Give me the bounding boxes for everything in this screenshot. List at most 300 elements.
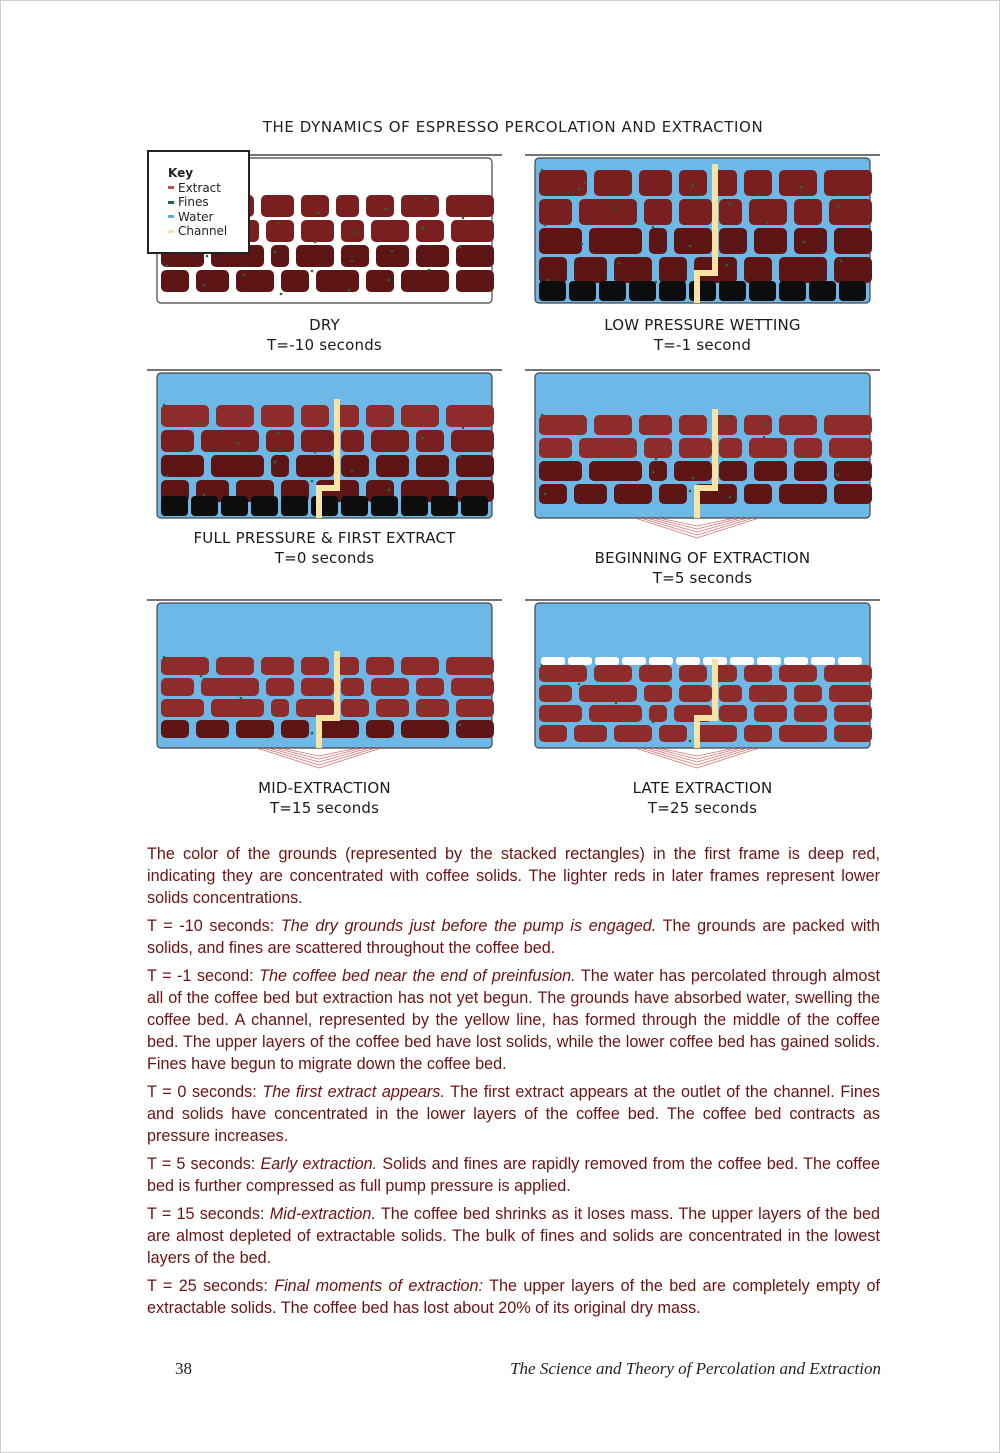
coffee-grain <box>196 270 229 292</box>
fines-dot <box>581 243 584 246</box>
coffee-grain <box>834 725 872 742</box>
coffee-grain <box>416 678 444 696</box>
water-swatch <box>168 215 174 218</box>
coffee-grain <box>451 220 494 242</box>
coffee-grain <box>539 438 572 458</box>
coffee-grain <box>749 685 787 702</box>
coffee-grain <box>201 430 259 452</box>
compacted-base <box>161 496 188 516</box>
caption-full-pressure <box>147 528 502 568</box>
fines-dot <box>459 456 462 459</box>
coffee-grain <box>456 245 494 267</box>
coffee-grain <box>679 170 707 196</box>
coffee-grain <box>779 665 817 682</box>
compacted-base <box>221 496 248 516</box>
coffee-grain <box>614 725 652 742</box>
fines-dot <box>237 694 240 697</box>
fines-dot <box>163 404 166 407</box>
depleted-grain <box>730 657 754 665</box>
key-item-water: Water <box>168 210 248 225</box>
figure-title: THE DYNAMICS OF ESPRESSO PERCOLATION AND EXTRACTION <box>262 118 764 136</box>
coffee-grain <box>539 257 567 283</box>
fines-dot <box>689 740 692 743</box>
fines-dot <box>354 231 357 234</box>
coffee-grain <box>834 484 872 504</box>
coffee-grain <box>161 699 204 717</box>
coffee-grain <box>401 195 439 217</box>
fines-dot <box>277 432 280 435</box>
coffee-grain <box>779 415 817 435</box>
coffee-grain <box>451 678 494 696</box>
coffee-grain <box>416 220 444 242</box>
paragraph-intro: The color of the grounds (represented by the stacked rectangles) in the first frame is deep red, indicating they are concentrated with coffee solids. The lighter reds in later frames represent lower solids concentrations. <box>147 845 880 907</box>
fines-dot <box>385 686 388 689</box>
coffee-grain <box>639 415 672 435</box>
caption-title: LOW PRESSURE WETTING <box>604 316 801 334</box>
fines-dot <box>547 279 550 282</box>
fines-dot <box>729 496 732 499</box>
compacted-base <box>749 281 776 301</box>
fines-dot <box>391 250 394 253</box>
depleted-grain <box>649 657 673 665</box>
key-item-extract: Extract <box>168 181 248 196</box>
fines-dot <box>803 241 806 244</box>
coffee-grain <box>371 678 409 696</box>
fines-dot <box>618 262 621 265</box>
coffee-grain <box>589 228 642 254</box>
coffee-grain <box>456 455 494 477</box>
coffee-grain <box>301 657 329 675</box>
coffee-grain <box>644 438 672 458</box>
coffee-grain <box>539 461 582 481</box>
coffee-grain <box>744 665 772 682</box>
coffee-grain <box>794 705 827 722</box>
coffee-grain <box>539 705 582 722</box>
coffee-grain <box>824 415 872 435</box>
caption-title: DRY <box>309 316 340 334</box>
fines-dot <box>314 451 317 454</box>
coffee-grain <box>271 455 289 477</box>
coffee-grain <box>539 199 572 225</box>
coffee-grain <box>161 720 189 738</box>
fines-dot <box>462 217 465 220</box>
coffee-grain <box>574 484 607 504</box>
coffee-grain <box>594 415 632 435</box>
coffee-grain <box>829 438 872 458</box>
coffee-grain <box>679 438 712 458</box>
coffee-grain <box>416 245 449 267</box>
compacted-base <box>341 496 368 516</box>
coffee-grain <box>719 228 747 254</box>
coffee-grain <box>401 657 439 675</box>
fines-dot <box>422 227 425 230</box>
coffee-grain <box>456 699 494 717</box>
compacted-base <box>311 496 338 516</box>
fines-dot <box>200 423 203 426</box>
coffee-grain <box>416 455 449 477</box>
coffee-grain <box>446 405 494 427</box>
caption-time: T=-1 second <box>653 336 752 354</box>
compacted-base <box>779 281 806 301</box>
depleted-grain <box>838 657 862 665</box>
fines-dot <box>837 736 840 739</box>
coffee-grain <box>336 195 359 217</box>
fines-dot <box>615 207 618 210</box>
compacted-base <box>461 496 488 516</box>
coffee-grain <box>589 705 642 722</box>
coffee-grain <box>446 195 494 217</box>
fines-dot <box>800 186 803 189</box>
fines-dot <box>277 222 280 225</box>
caption-low-pressure-wetting <box>525 315 880 355</box>
paragraph-t-5: T = 5 seconds: Early extraction. Solids and fines are rapidly removed from the coffee bed. The coffee bed is further compressed as full pump pressure is applied. <box>147 1155 880 1195</box>
extract-swatch <box>168 186 174 189</box>
coffee-grain <box>539 725 567 742</box>
coffee-grain <box>281 270 309 292</box>
coffee-grain <box>266 430 294 452</box>
coffee-grain <box>794 228 827 254</box>
coffee-grain <box>659 484 687 504</box>
coffee-grain <box>316 720 359 738</box>
coffee-grain <box>834 257 872 283</box>
caption-title: BEGINNING OF EXTRACTION <box>594 549 811 567</box>
coffee-grain <box>401 405 439 427</box>
coffee-grain <box>719 461 747 481</box>
depleted-grain <box>622 657 646 665</box>
body-text <box>147 843 880 1325</box>
fines-dot <box>544 224 547 227</box>
compacted-base <box>569 281 596 301</box>
frame-mid-extraction <box>147 595 502 770</box>
coffee-grain <box>794 438 822 458</box>
coffee-grain <box>589 461 642 481</box>
fines-dot <box>274 251 277 254</box>
coffee-grain <box>574 725 607 742</box>
fines-dot <box>311 270 314 273</box>
coffee-grain <box>674 228 712 254</box>
paragraph-t-15: T = 15 seconds: Mid-extraction. The coffee bed shrinks as it loses mass. The upper layers of the bed are almost depleted of extractable solids. The bulk of fines and solids are concentrated in the lowest layers of the bed. <box>147 1205 880 1267</box>
coffee-grain <box>719 685 742 702</box>
fines-dot <box>459 724 462 727</box>
coffee-grain <box>779 257 827 283</box>
fines-dot <box>541 169 544 172</box>
depleted-grain <box>595 657 619 665</box>
paragraph-t-0: T = 0 seconds: The first extract appears. The first extract appears at the outlet of the channel. Fines and solids have concentrated in the lower layers of the coffee bed. The coffee bed contracts as pressure increases. <box>147 1083 880 1145</box>
fines-dot <box>692 477 695 480</box>
coffee-grain <box>301 220 334 242</box>
coffee-grain <box>644 199 672 225</box>
frame-low-pressure-wetting <box>525 150 880 310</box>
coffee-grain <box>694 725 737 742</box>
fines-dot <box>425 198 428 201</box>
coffee-grain <box>824 170 872 196</box>
fines-dot <box>240 413 243 416</box>
coffee-grain <box>794 199 822 225</box>
fines-dot <box>652 226 655 229</box>
legend-key <box>147 150 250 254</box>
coffee-grain <box>261 195 294 217</box>
key-item-channel: Channel <box>168 224 248 239</box>
frame-late-extraction-diagram <box>525 595 880 770</box>
coffee-grain <box>639 665 672 682</box>
coffee-grain <box>754 461 787 481</box>
fines-dot <box>348 667 351 670</box>
coffee-grain <box>216 405 254 427</box>
coffee-grain <box>451 430 494 452</box>
caption-time: T=15 seconds <box>269 799 380 817</box>
frame-late-extraction <box>525 595 880 770</box>
coffee-grain <box>366 720 394 738</box>
coffee-grain <box>539 484 567 504</box>
coffee-grain <box>416 699 449 717</box>
compacted-base <box>431 496 458 516</box>
compacted-base <box>599 281 626 301</box>
coffee-grain <box>376 245 409 267</box>
fines-dot <box>385 208 388 211</box>
fines-dot <box>578 683 581 686</box>
coffee-grain <box>261 657 294 675</box>
fines-dot <box>237 442 240 445</box>
compacted-base <box>839 281 866 301</box>
compacted-base <box>401 496 428 516</box>
coffee-grain <box>834 461 872 481</box>
fines-dot <box>314 241 317 244</box>
depleted-grain <box>568 657 592 665</box>
fines-dot <box>422 437 425 440</box>
coffee-grain <box>539 415 587 435</box>
fines-dot <box>615 452 618 455</box>
frame-low-pressure-diagram <box>525 150 880 310</box>
paragraph-t-minus-1: T = -1 second: The coffee bed near the end of preinfusion. The water has percolated through almost all of the coffee bed but extraction has not yet begun. The grounds have absorbed water, swelling the coffee bed. A channel, represented by the yellow line, has formed through the middle of the coffee bed. The upper layers of the coffee bed have lost solids, while the lower coffee bed has gained solids. Fines have begun to migrate down the coffee bed. <box>147 967 880 1073</box>
depleted-grain <box>676 657 700 665</box>
fines-dot <box>200 675 203 678</box>
coffee-grain <box>161 678 194 696</box>
fines-dot <box>689 245 692 248</box>
coffee-grain <box>296 699 334 717</box>
fines-dot <box>581 420 584 423</box>
coffee-grain <box>579 438 637 458</box>
coffee-grain <box>829 199 872 225</box>
channel-swatch <box>168 230 174 233</box>
fines-dot <box>385 418 388 421</box>
fines-dot <box>726 417 729 420</box>
fines-dot <box>240 697 243 700</box>
coffee-grain <box>754 705 787 722</box>
fines-dot <box>388 279 391 282</box>
coffee-grain <box>644 685 672 702</box>
fines-dot <box>206 255 209 258</box>
coffee-grain <box>316 270 359 292</box>
caption-time: T=5 seconds <box>652 569 753 587</box>
fines-dot <box>652 471 655 474</box>
caption-title: FULL PRESSURE & FIRST EXTRACT <box>193 529 456 547</box>
coffee-grain <box>201 678 259 696</box>
coffee-grain <box>579 685 637 702</box>
fines-dot <box>578 433 581 436</box>
coffee-grain <box>754 228 787 254</box>
caption-time: T=25 seconds <box>647 799 758 817</box>
coffee-grain <box>211 699 264 717</box>
coffee-grain <box>579 199 637 225</box>
coffee-grain <box>371 220 409 242</box>
compacted-base <box>659 281 686 301</box>
coffee-grain <box>539 685 572 702</box>
fines-dot <box>274 461 277 464</box>
fines-dot <box>766 423 769 426</box>
coffee-grain <box>341 455 369 477</box>
caption-mid-extraction <box>147 778 502 818</box>
coffee-grain <box>271 245 289 267</box>
coffee-grain <box>744 170 772 196</box>
fines-dot <box>280 293 283 296</box>
coffee-grain <box>749 199 787 225</box>
depleted-grain <box>757 657 781 665</box>
coffee-grain <box>341 678 364 696</box>
coffee-grain <box>719 438 742 458</box>
fines-dot <box>800 717 803 720</box>
coffee-grain <box>749 438 787 458</box>
coffee-grain <box>679 665 707 682</box>
fines-dot <box>348 289 351 292</box>
page-number: 38 <box>175 1359 192 1378</box>
coffee-grain <box>161 270 189 292</box>
caption-dry <box>147 315 502 355</box>
fines-dot <box>163 656 166 659</box>
coffee-grain <box>834 228 872 254</box>
coffee-grain <box>574 257 607 283</box>
compacted-base <box>371 496 398 516</box>
caption-title: MID-EXTRACTION <box>258 779 391 797</box>
coffee-grain <box>236 720 274 738</box>
fines-dot <box>166 475 169 478</box>
coffee-grain <box>639 170 672 196</box>
coffee-grain <box>779 170 817 196</box>
fines-dot <box>655 458 658 461</box>
fines-dot <box>763 698 766 701</box>
coffee-grain <box>341 245 369 267</box>
coffee-grain <box>216 657 254 675</box>
coffee-grain <box>659 257 687 283</box>
fines-dot <box>800 455 803 458</box>
key-title: Key <box>168 166 194 180</box>
coffee-grain <box>594 665 632 682</box>
coffee-grain <box>301 430 334 452</box>
fines-dot <box>425 408 428 411</box>
coffee-grain <box>834 705 872 722</box>
coffee-grain <box>301 678 334 696</box>
fines-dot <box>351 260 354 263</box>
coffee-grain <box>719 705 747 722</box>
frame-beginning-extraction <box>525 365 880 545</box>
compacted-base <box>281 496 308 516</box>
coffee-grain <box>236 270 274 292</box>
fines-dot <box>837 205 840 208</box>
fines-dot <box>652 721 655 724</box>
coffee-grain <box>659 725 687 742</box>
coffee-grain <box>679 685 712 702</box>
depleted-grain <box>811 657 835 665</box>
coffee-grain <box>301 195 329 217</box>
coffee-grain <box>824 665 872 682</box>
paragraph-t-25: T = 25 seconds: Final moments of extraction: The upper layers of the bed are completely empty of extractable solids. The coffee bed has lost about 20% of its original dry mass. <box>147 1277 880 1317</box>
compacted-base <box>539 281 566 301</box>
coffee-grain <box>779 725 827 742</box>
coffee-grain <box>271 699 289 717</box>
coffee-grain <box>539 170 587 196</box>
fines-dot <box>689 490 692 493</box>
caption-late-extraction <box>525 778 880 818</box>
coffee-grain <box>371 430 409 452</box>
fines-dot <box>618 439 621 442</box>
fines-dot <box>317 212 320 215</box>
fines-dot <box>763 436 766 439</box>
depleted-grain <box>541 657 565 665</box>
fines-dot <box>840 260 843 263</box>
coffee-grain <box>341 699 369 717</box>
coffee-grain <box>679 199 712 225</box>
caption-beginning-extraction <box>525 548 880 588</box>
fines-dot <box>428 269 431 272</box>
coffee-grain <box>446 657 494 675</box>
compacted-base <box>809 281 836 301</box>
coffee-grain <box>649 461 667 481</box>
coffee-grain <box>794 461 827 481</box>
fines-dot <box>166 265 169 268</box>
coffee-grain <box>366 195 394 217</box>
fines-dot <box>274 713 277 716</box>
compacted-base <box>251 496 278 516</box>
coffee-grain <box>401 270 449 292</box>
running-footer-title: The Science and Theory of Percolation and Extraction <box>510 1359 881 1378</box>
coffee-grain <box>401 720 449 738</box>
coffee-grain <box>829 685 872 702</box>
coffee-grain <box>416 430 444 452</box>
fines-dot <box>726 679 729 682</box>
coffee-grain <box>281 720 309 738</box>
coffee-grain <box>614 484 652 504</box>
fines-dot <box>203 284 206 287</box>
coffee-grain <box>456 270 494 292</box>
coffee-grain <box>341 220 364 242</box>
compacted-base <box>629 281 656 301</box>
fines-dot <box>388 489 391 492</box>
caption-time: T=0 seconds <box>274 549 375 567</box>
coffee-grain <box>366 405 394 427</box>
extract-drip <box>635 748 759 768</box>
fines-dot <box>351 470 354 473</box>
fines-dot <box>766 222 769 225</box>
coffee-grain <box>161 430 194 452</box>
frame-full-pressure <box>147 365 502 525</box>
coffee-grain <box>539 228 582 254</box>
coffee-grain <box>614 257 652 283</box>
fines-dot <box>541 414 544 417</box>
coffee-grain <box>594 170 632 196</box>
fines-dot <box>243 274 246 277</box>
coffee-grain <box>679 415 707 435</box>
coffee-grain <box>341 430 364 452</box>
coffee-grain <box>539 665 587 682</box>
coffee-grain <box>296 245 334 267</box>
coffee-grain <box>456 720 494 738</box>
caption-title: LATE EXTRACTION <box>632 779 773 797</box>
coffee-grain <box>376 699 409 717</box>
coffee-grain <box>744 257 772 283</box>
compacted-base <box>191 496 218 516</box>
coffee-grain <box>266 220 294 242</box>
fines-dot <box>311 732 314 735</box>
coffee-grain <box>744 484 772 504</box>
